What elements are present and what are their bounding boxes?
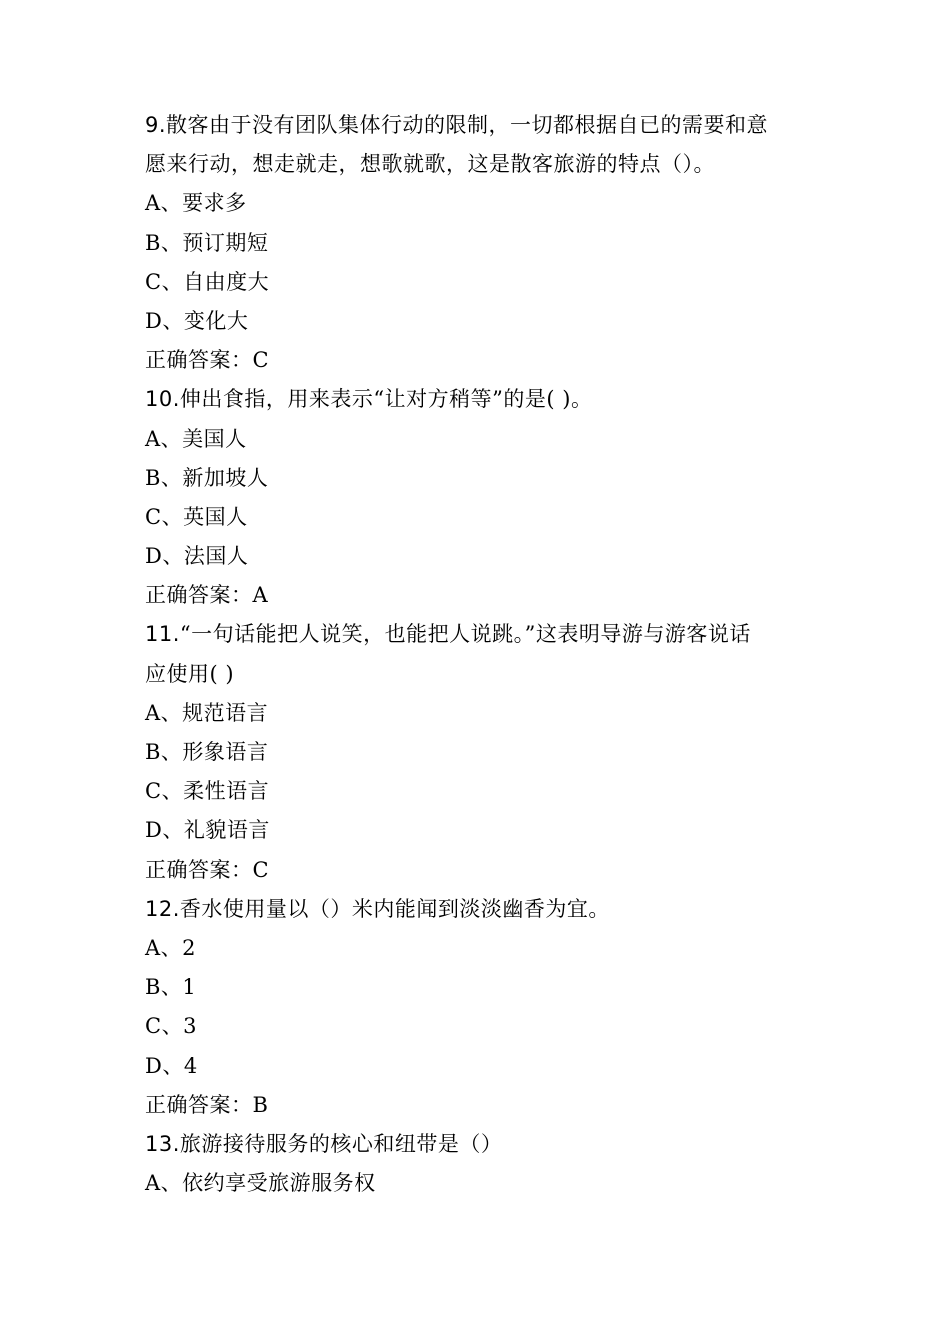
question-11 [145, 615, 825, 889]
question-number: 10. [145, 387, 180, 412]
question-text-line: 伸出食指，用来表示“让对方稍等”的是( )。 [179, 387, 593, 412]
question-number: 11. [145, 622, 180, 647]
question-text [145, 1125, 825, 1164]
question-text-line: 散客由于没有团队集体行动的限制，一切都根据自已的需要和意 [166, 113, 769, 137]
question-9 [145, 106, 825, 380]
option-d: D、变化大 [145, 308, 249, 333]
question-text-line: “一句话能把人说笑，也能把人说跳。”这表明导游与游客说话 [179, 622, 751, 647]
option-a: A、2 [145, 935, 197, 960]
option-d: D、礼貌语言 [145, 818, 270, 843]
option-b: B、1 [145, 975, 197, 1000]
option-c: C、英国人 [145, 504, 248, 529]
option-b: B、预订期短 [145, 230, 269, 255]
document-page [145, 106, 825, 1203]
question-text-line: 旅游接待服务的核心和纽带是（） [179, 1131, 503, 1156]
question-text [145, 380, 825, 419]
option-a: A、美国人 [145, 426, 247, 451]
question-text [145, 106, 825, 145]
question-number: 9. [145, 113, 167, 137]
correct-answer: 正确答案：C [145, 857, 270, 882]
option-c: C、3 [145, 1014, 197, 1039]
question-text-line: 香水使用量以（）米内能闻到淡淡幽香为宜。 [179, 896, 610, 921]
question-number: 13. [145, 1131, 180, 1156]
question-text-line: 应使用( ) [145, 661, 235, 686]
question-text [145, 890, 825, 929]
correct-answer: 正确答案：B [145, 1092, 269, 1117]
question-10 [145, 380, 825, 615]
question-text [145, 615, 825, 654]
option-d: D、4 [145, 1053, 198, 1078]
option-b: B、新加坡人 [145, 465, 269, 490]
question-text-line: 愿来行动，想走就走，想歌就歌，这是散客旅游的特点（）。 [145, 152, 715, 177]
option-a: A、要求多 [145, 191, 247, 216]
question-number: 12. [145, 896, 180, 921]
option-d: D、法国人 [145, 544, 249, 569]
option-a: A、规范语言 [145, 700, 269, 725]
question-13 [145, 1125, 825, 1203]
correct-answer: 正确答案：C [145, 348, 270, 373]
option-c: C、自由度大 [145, 269, 270, 294]
correct-answer: 正确答案：A [145, 583, 269, 608]
option-c: C、柔性语言 [145, 779, 270, 804]
question-12 [145, 890, 825, 1125]
option-a: A、依约享受旅游服务权 [145, 1171, 376, 1196]
option-b: B、形象语言 [145, 740, 269, 764]
